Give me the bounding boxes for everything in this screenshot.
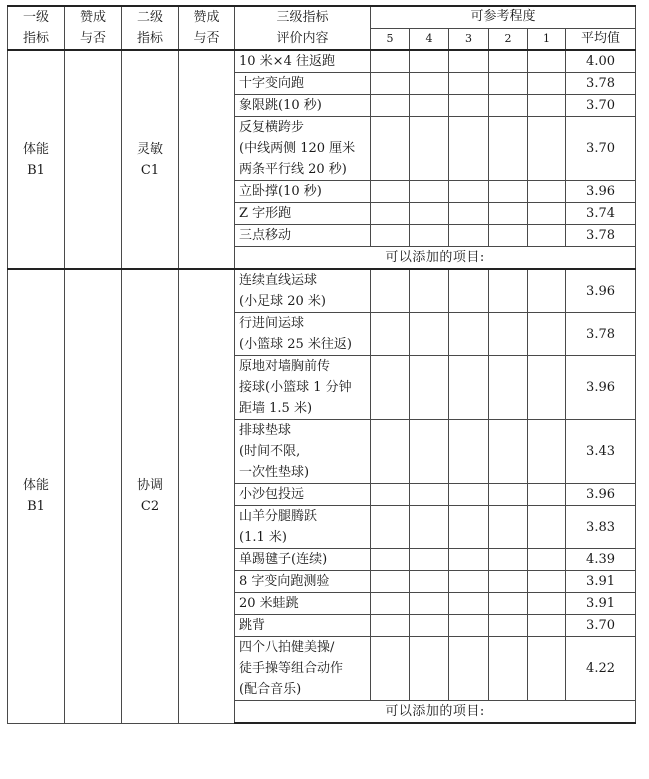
score-cell[interactable]: [449, 593, 489, 615]
header-level1: 一级 指标: [8, 6, 65, 50]
add-items-label[interactable]: 可以添加的项目:: [235, 247, 636, 270]
level3-item: 行进间运球 (小篮球 25 米往返): [235, 313, 371, 356]
score-cell[interactable]: [528, 50, 566, 73]
score-cell[interactable]: [410, 420, 449, 484]
score-cell[interactable]: [528, 225, 566, 247]
score-cell[interactable]: [410, 571, 449, 593]
average-value: 3.70: [566, 117, 636, 181]
average-value: 3.91: [566, 571, 636, 593]
score-cell[interactable]: [410, 356, 449, 420]
score-cell[interactable]: [528, 95, 566, 117]
score-cell[interactable]: [371, 269, 410, 313]
score-cell[interactable]: [371, 50, 410, 73]
score-cell[interactable]: [371, 506, 410, 549]
score-cell[interactable]: [371, 571, 410, 593]
score-cell[interactable]: [528, 506, 566, 549]
score-cell[interactable]: [449, 269, 489, 313]
score-cell[interactable]: [410, 593, 449, 615]
score-cell[interactable]: [528, 269, 566, 313]
add-items-label[interactable]: 可以添加的项目:: [235, 701, 636, 724]
score-cell[interactable]: [489, 117, 528, 181]
approve-level1-cell[interactable]: [65, 50, 122, 269]
score-cell[interactable]: [449, 73, 489, 95]
level3-item: 10 米×4 往返跑: [235, 50, 371, 73]
score-cell[interactable]: [449, 181, 489, 203]
score-cell[interactable]: [371, 73, 410, 95]
level3-item: 四个八拍健美操/ 徒手操等组合动作 (配合音乐): [235, 637, 371, 701]
score-cell[interactable]: [528, 637, 566, 701]
average-value: 3.74: [566, 203, 636, 225]
score-cell[interactable]: [528, 313, 566, 356]
score-cell[interactable]: [489, 50, 528, 73]
score-cell[interactable]: [449, 637, 489, 701]
score-cell[interactable]: [528, 549, 566, 571]
score-cell[interactable]: [489, 571, 528, 593]
header-scale-title: 可参考程度: [371, 6, 636, 28]
level3-item: 8 字变向跑测验: [235, 571, 371, 593]
score-cell[interactable]: [489, 95, 528, 117]
approve-level2-cell[interactable]: [179, 269, 235, 723]
score-cell[interactable]: [449, 313, 489, 356]
average-value: 3.70: [566, 95, 636, 117]
score-cell[interactable]: [489, 615, 528, 637]
score-cell[interactable]: [449, 203, 489, 225]
score-cell[interactable]: [528, 615, 566, 637]
average-value: 4.00: [566, 50, 636, 73]
level2-cell: 协调 C2: [122, 269, 179, 723]
score-cell[interactable]: [528, 73, 566, 95]
score-cell[interactable]: [410, 181, 449, 203]
level3-item: 三点移动: [235, 225, 371, 247]
score-cell[interactable]: [449, 225, 489, 247]
score-cell[interactable]: [449, 356, 489, 420]
level3-item: 20 米蛙跳: [235, 593, 371, 615]
average-value: 3.96: [566, 269, 636, 313]
score-cell[interactable]: [410, 73, 449, 95]
header-level2: 二级 指标: [122, 6, 179, 50]
score-cell[interactable]: [449, 117, 489, 181]
score-cell[interactable]: [371, 313, 410, 356]
score-cell[interactable]: [371, 615, 410, 637]
header-scale-5: 5: [371, 28, 410, 50]
score-cell[interactable]: [489, 203, 528, 225]
average-value: 3.91: [566, 593, 636, 615]
score-cell[interactable]: [528, 420, 566, 484]
level1-cell: 体能 B1: [8, 50, 65, 269]
header-scale-3: 3: [449, 28, 489, 50]
score-cell[interactable]: [489, 549, 528, 571]
average-value: 3.96: [566, 181, 636, 203]
score-cell[interactable]: [528, 571, 566, 593]
score-cell[interactable]: [410, 637, 449, 701]
average-value: 3.78: [566, 73, 636, 95]
score-cell[interactable]: [489, 356, 528, 420]
level3-item: 小沙包投远: [235, 484, 371, 506]
approve-level1-cell[interactable]: [65, 269, 122, 723]
score-cell[interactable]: [410, 203, 449, 225]
score-cell[interactable]: [371, 181, 410, 203]
score-cell[interactable]: [371, 484, 410, 506]
score-cell[interactable]: [449, 420, 489, 484]
header-scale-2: 2: [489, 28, 528, 50]
table-row: [8, 50, 636, 73]
score-cell[interactable]: [489, 506, 528, 549]
level3-item: 山羊分腿腾跃 (1.1 米): [235, 506, 371, 549]
score-cell[interactable]: [371, 549, 410, 571]
score-cell[interactable]: [410, 615, 449, 637]
score-cell[interactable]: [410, 225, 449, 247]
level3-item: 立卧撑(10 秒): [235, 181, 371, 203]
score-cell[interactable]: [449, 571, 489, 593]
score-cell[interactable]: [489, 484, 528, 506]
score-cell[interactable]: [410, 484, 449, 506]
score-cell[interactable]: [528, 484, 566, 506]
average-value: 4.22: [566, 637, 636, 701]
score-cell[interactable]: [410, 95, 449, 117]
score-cell[interactable]: [410, 506, 449, 549]
score-cell[interactable]: [371, 95, 410, 117]
level3-item: 反复横跨步 (中线两侧 120 厘米 两条平行线 20 秒): [235, 117, 371, 181]
score-cell[interactable]: [371, 225, 410, 247]
average-value: 4.39: [566, 549, 636, 571]
score-cell[interactable]: [371, 117, 410, 181]
level3-item: 十字变向跑: [235, 73, 371, 95]
score-cell[interactable]: [449, 484, 489, 506]
level3-item: 单踢毽子(连续): [235, 549, 371, 571]
header-scale-4: 4: [410, 28, 449, 50]
average-value: 3.78: [566, 225, 636, 247]
score-cell[interactable]: [489, 637, 528, 701]
level3-item: Z 字形跑: [235, 203, 371, 225]
average-value: 3.78: [566, 313, 636, 356]
score-cell[interactable]: [528, 181, 566, 203]
score-cell[interactable]: [371, 356, 410, 420]
score-cell[interactable]: [489, 269, 528, 313]
score-cell[interactable]: [489, 181, 528, 203]
score-cell[interactable]: [449, 95, 489, 117]
level2-cell: 灵敏 C1: [122, 50, 179, 269]
header-level3: 三级指标 评价内容: [235, 6, 371, 50]
average-value: 3.43: [566, 420, 636, 484]
level3-item: 连续直线运球 (小足球 20 米): [235, 269, 371, 313]
average-value: 3.70: [566, 615, 636, 637]
score-cell[interactable]: [528, 356, 566, 420]
score-cell[interactable]: [528, 203, 566, 225]
score-cell[interactable]: [371, 420, 410, 484]
average-value: 3.96: [566, 356, 636, 420]
score-cell[interactable]: [410, 117, 449, 181]
level3-item: 排球垫球 (时间不限, 一次性垫球): [235, 420, 371, 484]
score-cell[interactable]: [371, 637, 410, 701]
score-cell[interactable]: [528, 117, 566, 181]
score-cell[interactable]: [489, 313, 528, 356]
level3-item: 跳背: [235, 615, 371, 637]
score-cell[interactable]: [410, 313, 449, 356]
evaluation-table: [7, 5, 636, 724]
header-scale-1: 1: [528, 28, 566, 50]
average-value: 3.83: [566, 506, 636, 549]
header-average: 平均值: [566, 28, 636, 50]
approve-level2-cell[interactable]: [179, 50, 235, 269]
score-cell[interactable]: [489, 73, 528, 95]
header-approve-1: 赞成 与否: [65, 6, 122, 50]
score-cell[interactable]: [371, 203, 410, 225]
score-cell[interactable]: [528, 593, 566, 615]
score-cell[interactable]: [410, 269, 449, 313]
table-row: [8, 269, 636, 313]
score-cell[interactable]: [449, 549, 489, 571]
header-row-1: [8, 6, 636, 28]
level3-item: 象限跳(10 秒): [235, 95, 371, 117]
score-cell[interactable]: [489, 593, 528, 615]
score-cell[interactable]: [449, 50, 489, 73]
level1-cell: 体能 B1: [8, 269, 65, 723]
score-cell[interactable]: [410, 50, 449, 73]
average-value: 3.96: [566, 484, 636, 506]
score-cell[interactable]: [410, 549, 449, 571]
score-cell[interactable]: [371, 593, 410, 615]
level3-item: 原地对墙胸前传 接球(小篮球 1 分钟 距墙 1.5 米): [235, 356, 371, 420]
score-cell[interactable]: [489, 420, 528, 484]
score-cell[interactable]: [489, 225, 528, 247]
header-approve-2: 赞成 与否: [179, 6, 235, 50]
score-cell[interactable]: [449, 506, 489, 549]
score-cell[interactable]: [449, 615, 489, 637]
